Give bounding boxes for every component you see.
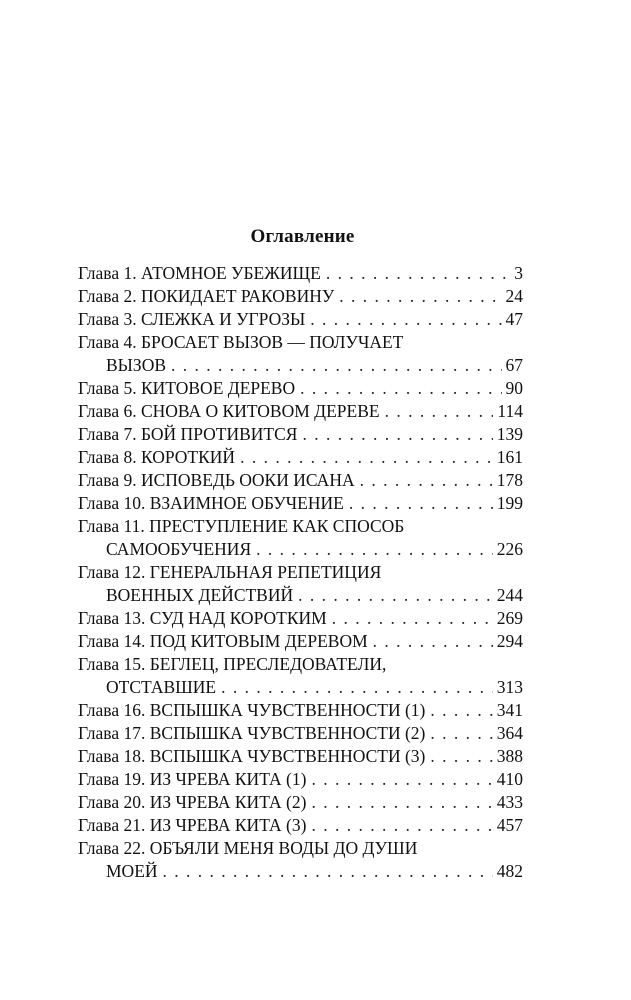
toc-page-number: 410 <box>496 769 523 789</box>
toc-entry-title: САМООБУЧЕНИЯ <box>106 539 252 559</box>
toc-page-number: 3 <box>514 263 523 283</box>
toc-page-number: 67 <box>505 355 523 375</box>
toc-dot-leader <box>305 308 501 331</box>
toc-dot-leader <box>368 630 493 653</box>
toc-page-number: 90 <box>505 378 523 398</box>
toc-entry <box>78 331 523 354</box>
toc-entry-title: МОЕЙ <box>106 861 158 881</box>
toc-page-number: 269 <box>496 608 523 628</box>
toc-entry <box>78 423 523 446</box>
toc-title: Оглавление <box>250 226 355 247</box>
toc-entry-title: ОТСТАВШИЕ <box>106 677 217 697</box>
toc-page-number: 161 <box>496 447 523 467</box>
toc-entry <box>78 446 523 469</box>
toc-entry-title: Глава 6. СНОВА О КИТОВОМ ДЕРЕВЕ <box>78 401 380 421</box>
toc-entry <box>78 515 523 538</box>
toc-page-number: 457 <box>496 815 523 835</box>
toc-entry <box>78 607 523 630</box>
toc-list <box>78 262 523 883</box>
toc-dot-leader <box>321 262 510 285</box>
toc-page-number: 199 <box>496 493 523 513</box>
toc-dot-leader <box>216 676 493 699</box>
toc-dot-leader <box>380 400 494 423</box>
toc-entry <box>78 561 523 584</box>
toc-dot-leader <box>344 492 493 515</box>
toc-dot-leader <box>327 607 493 630</box>
toc-entry-title: Глава 20. ИЗ ЧРЕВА КИТА (2) <box>78 792 307 812</box>
toc-entry <box>78 285 523 308</box>
toc-entry-title: Глава 22. ОБЪЯЛИ МЕНЯ ВОДЫ ДО ДУШИ <box>78 838 418 858</box>
toc-page-number: 341 <box>496 700 523 720</box>
toc-entry-title: Глава 10. ВЗАИМНОЕ ОБУЧЕНИЕ <box>78 493 344 513</box>
toc-page-number: 313 <box>496 677 523 697</box>
toc-entry-title: Глава 2. ПОКИДАЕТ РАКОВИНУ <box>78 286 335 306</box>
toc-page-number: 24 <box>505 286 523 306</box>
toc-entry <box>78 377 523 400</box>
toc-entry <box>78 492 523 515</box>
toc-dot-leader <box>251 538 493 561</box>
toc-dot-leader <box>425 722 492 745</box>
toc-entry <box>78 469 523 492</box>
toc-entry-title: Глава 7. БОЙ ПРОТИВИТСЯ <box>78 424 298 444</box>
toc-entry <box>78 262 523 285</box>
toc-page-number: 244 <box>496 585 523 605</box>
toc-entry-title: Глава 3. СЛЕЖКА И УГРОЗЫ <box>78 309 306 329</box>
toc-dot-leader <box>158 860 493 883</box>
toc-page-number: 47 <box>505 309 523 329</box>
toc-entry-continuation <box>78 538 523 561</box>
toc-dot-leader <box>425 745 492 768</box>
toc-entry <box>78 768 523 791</box>
toc-dot-leader <box>425 699 492 722</box>
toc-entry <box>78 791 523 814</box>
toc-dot-leader <box>295 377 501 400</box>
toc-entry-title: Глава 12. ГЕНЕРАЛЬНАЯ РЕПЕТИЦИЯ <box>78 562 382 582</box>
toc-page-number: 226 <box>496 539 523 559</box>
toc-entry-title: Глава 14. ПОД КИТОВЫМ ДЕРЕВОМ <box>78 631 368 651</box>
toc-dot-leader <box>355 469 493 492</box>
toc-entry <box>78 837 523 860</box>
toc-entry-title: Глава 15. БЕГЛЕЦ, ПРЕСЛЕДОВАТЕЛИ, <box>78 654 387 674</box>
toc-entry-title: Глава 1. АТОМНОЕ УБЕЖИЩЕ <box>78 263 321 283</box>
toc-entry <box>78 814 523 837</box>
toc-dot-leader <box>293 584 493 607</box>
toc-entry <box>78 308 523 331</box>
toc-entry <box>78 745 523 768</box>
toc-entry-title: Глава 11. ПРЕСТУПЛЕНИЕ КАК СПОСОБ <box>78 516 405 536</box>
toc-entry <box>78 722 523 745</box>
toc-entry-title: Глава 17. ВСПЫШКА ЧУВСТВЕННОСТИ (2) <box>78 723 426 743</box>
toc-page-number: 482 <box>496 861 523 881</box>
toc-page-number: 114 <box>497 401 523 421</box>
toc-entry <box>78 630 523 653</box>
toc-page-number: 433 <box>496 792 523 812</box>
toc-entry-continuation <box>78 354 523 377</box>
toc-entry-title: ВОЕННЫХ ДЕЙСТВИЙ <box>106 585 294 605</box>
toc-entry-title: Глава 19. ИЗ ЧРЕВА КИТА (1) <box>78 769 307 789</box>
toc-dot-leader <box>306 814 492 837</box>
toc-page-number: 364 <box>496 723 523 743</box>
toc-dot-leader <box>297 423 492 446</box>
toc-entry-continuation <box>78 860 523 883</box>
toc-entry-title: Глава 5. КИТОВОЕ ДЕРЕВО <box>78 378 296 398</box>
toc-page-number: 139 <box>496 424 523 444</box>
toc-page-number: 178 <box>496 470 523 490</box>
toc-dot-leader <box>306 791 492 814</box>
toc-dot-leader <box>334 285 501 308</box>
toc-dot-leader <box>306 768 492 791</box>
toc-entry-title: ВЫЗОВ <box>106 355 167 375</box>
toc-entry-continuation <box>78 676 523 699</box>
toc-entry <box>78 653 523 676</box>
toc-page-number: 294 <box>496 631 523 651</box>
toc-entry-title: Глава 13. СУД НАД КОРОТКИМ <box>78 608 327 628</box>
toc-dot-leader <box>235 446 493 469</box>
toc-entry-title: Глава 8. КОРОТКИЙ <box>78 447 236 467</box>
toc-entry <box>78 400 523 423</box>
toc-entry-title: Глава 21. ИЗ ЧРЕВА КИТА (3) <box>78 815 307 835</box>
toc-page-number: 388 <box>496 746 523 766</box>
toc-dot-leader <box>166 354 501 377</box>
toc-entry-continuation <box>78 584 523 607</box>
toc-entry-title: Глава 16. ВСПЫШКА ЧУВСТВЕННОСТИ (1) <box>78 700 426 720</box>
toc-entry-title: Глава 4. БРОСАЕТ ВЫЗОВ — ПОЛУЧАЕТ <box>78 332 404 352</box>
toc-entry-title: Глава 18. ВСПЫШКА ЧУВСТВЕННОСТИ (3) <box>78 746 426 766</box>
toc-entry <box>78 699 523 722</box>
toc-entry-title: Глава 9. ИСПОВЕДЬ ООКИ ИСАНА <box>78 470 355 490</box>
